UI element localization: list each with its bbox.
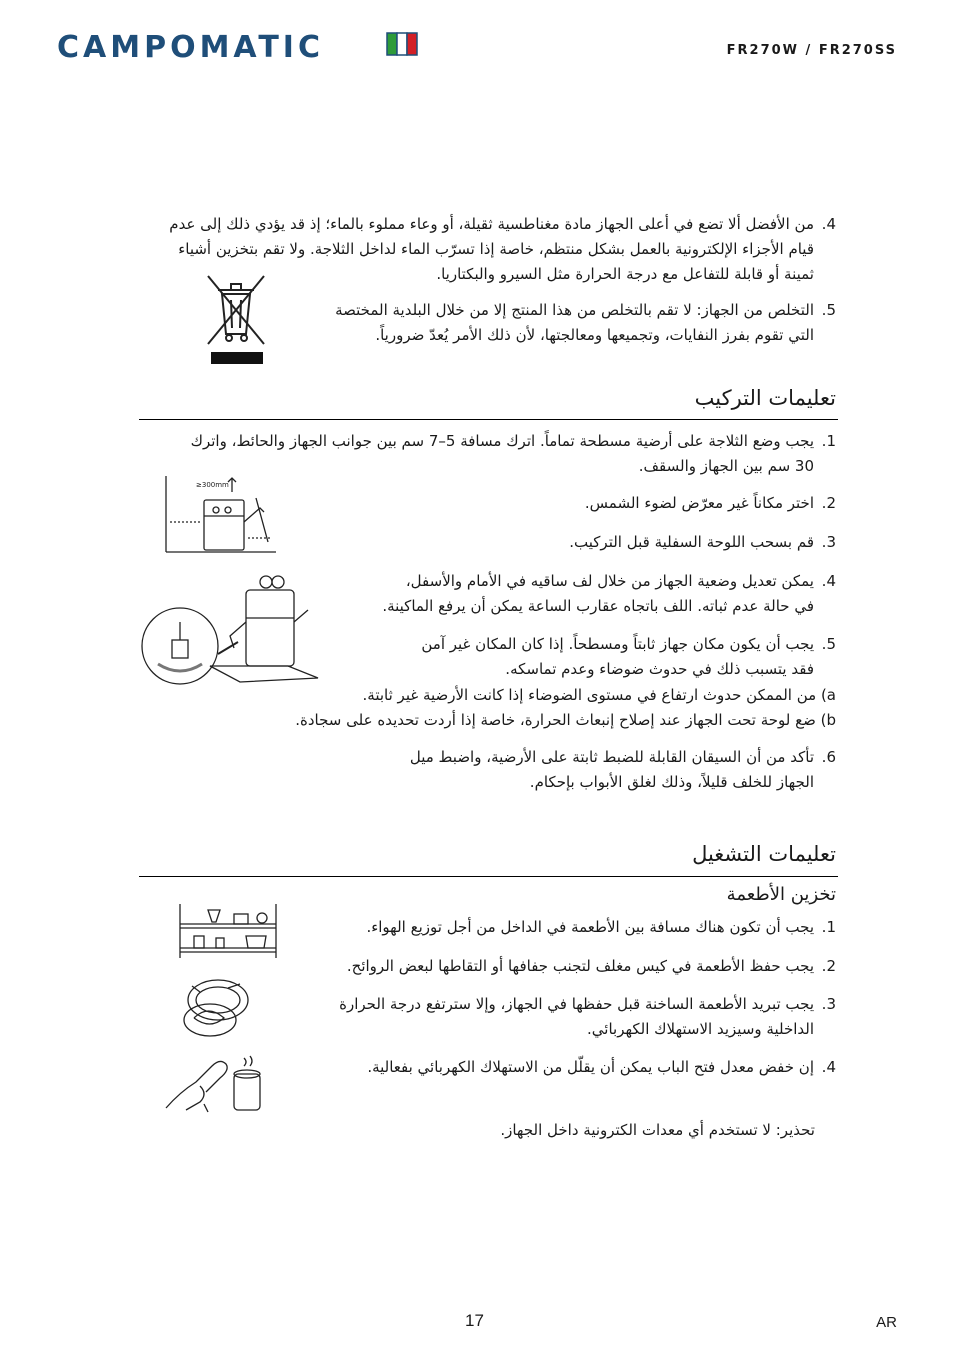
install-item-5: 5. يجب أن يكون مكان جهاز ثابتاً ومسطحاً. إذا كان المكان غير آمن فقد يتسبب ذلك في حدوث ضوضاء وعدم تماسكه. <box>421 635 836 678</box>
divider <box>139 419 838 420</box>
operation-item-3: 3. يجب تبريد الأطعمة الساخنة قبل حفظها في الجهاز، وإلا سترتفع درجة الحرارة الداخلية وسيزيد الاستهلاك الكهربائي. <box>339 995 836 1038</box>
fridge-shelves-icon <box>176 902 280 960</box>
italian-flag-icon <box>386 32 418 56</box>
clearance-label: ≥300mm <box>196 481 229 489</box>
model-number: FR270W / FR270SS <box>726 43 897 58</box>
installation-title: تعليمات التركيب <box>694 386 836 410</box>
install-item-4: 4. يمكن تعديل وضعية الجهاز من خلال لف ساقيه في الأمام والأسفل، في حالة عدم ثباته. اللف باتجاه عقارب الساعة يمكن أن يرفع الماكينة. <box>382 572 836 615</box>
wrapped-food-icon <box>180 974 254 1040</box>
page-number: 17 <box>465 1311 484 1330</box>
general-item-4: 4. من الأفضل ألا تضع في أعلى الجهاز مادة مغناطسية ثقيلة، أو وعاء مملوء بالماء؛ إذ قد يؤدي ذلك إلى عدم قيام الأجزاء الإلكترونية بالعمل بشكل منتظم، خاصة إذا تسرّب الماء لداخل الثلاجة. ولا تقم بتخزين أشياء ثمينة أو قابلة للتفاعل مع درجة الحرارة مثل السيرو والبكتاريا. <box>169 215 836 283</box>
operation-item-2: 2. يجب حفظ الأطعمة في كيس مغلف لتجنب جفافها أو التقاطها لبعض الروائح. <box>346 957 836 975</box>
operation-title: تعليمات التشغيل <box>692 842 836 866</box>
brand-logo: CAMPOMATIC <box>57 30 324 65</box>
food-storage-subtitle: تخزين الأطعمة <box>726 884 836 905</box>
weee-bin-icon <box>204 272 268 368</box>
language-code: AR <box>876 1314 897 1331</box>
leveling-feet-diagram <box>138 570 328 712</box>
warning-text: تحذير: لا تستخدم أي معدات الكترونية داخل الجهاز. <box>500 1121 815 1139</box>
install-item-3: 3. قم بسحب اللوحة السفلية قبل التركيب. <box>569 533 836 551</box>
install-item-2: 2. اختر مكاناً غير معرّض لضوء الشمس. <box>584 494 836 512</box>
operation-item-4: 4. إن خفض معدل فتح الباب يمكن أن يقلّل من الاستهلاك الكهربائي بفعالية. <box>367 1058 836 1076</box>
operation-item-1: 1. يجب أن تكون هناك مسافة بين الأطعمة في الداخل من أجل توزيع الهواء. <box>366 918 836 936</box>
fridge-clearance-diagram <box>160 472 280 556</box>
door-opening-icon <box>160 1052 270 1118</box>
note-a: a) من الممكن حدوث ارتفاع في مستوى الضوضاء إذا كانت الأرضية غير ثابتة. <box>362 686 836 704</box>
note-b: b) ضع لوحة تحت الجهاز عند إصلاح إنبعاث الحرارة، خاصة إذا أردت تحديده على سجادة. <box>295 711 836 729</box>
install-item-1: 1. يجب وضع الثلاجة على أرضية مسطحة تماماً. اترك مسافة 5–7 سم بين جوانب الجهاز والحائط، واترك 30 سم بين الجهاز والسقف. <box>190 432 836 475</box>
divider <box>139 876 838 877</box>
general-item-5: 5. التخلص من الجهاز: لا تقم بالتخلص من هذا المنتج إلا من خلال البلدية المختصة التي تقوم بفرز النفايات، وتجميعها ومعالجتها، لأن ذلك الأمر يُعدّ ضرورياً. <box>335 301 836 344</box>
install-item-6: 6. تأكد من أن السيقان القابلة للضبط ثابتة على الأرضية، واضبط ميل الجهاز للخلف قليلاً، وذلك لغلق الأبواب بإحكام. <box>409 748 836 791</box>
